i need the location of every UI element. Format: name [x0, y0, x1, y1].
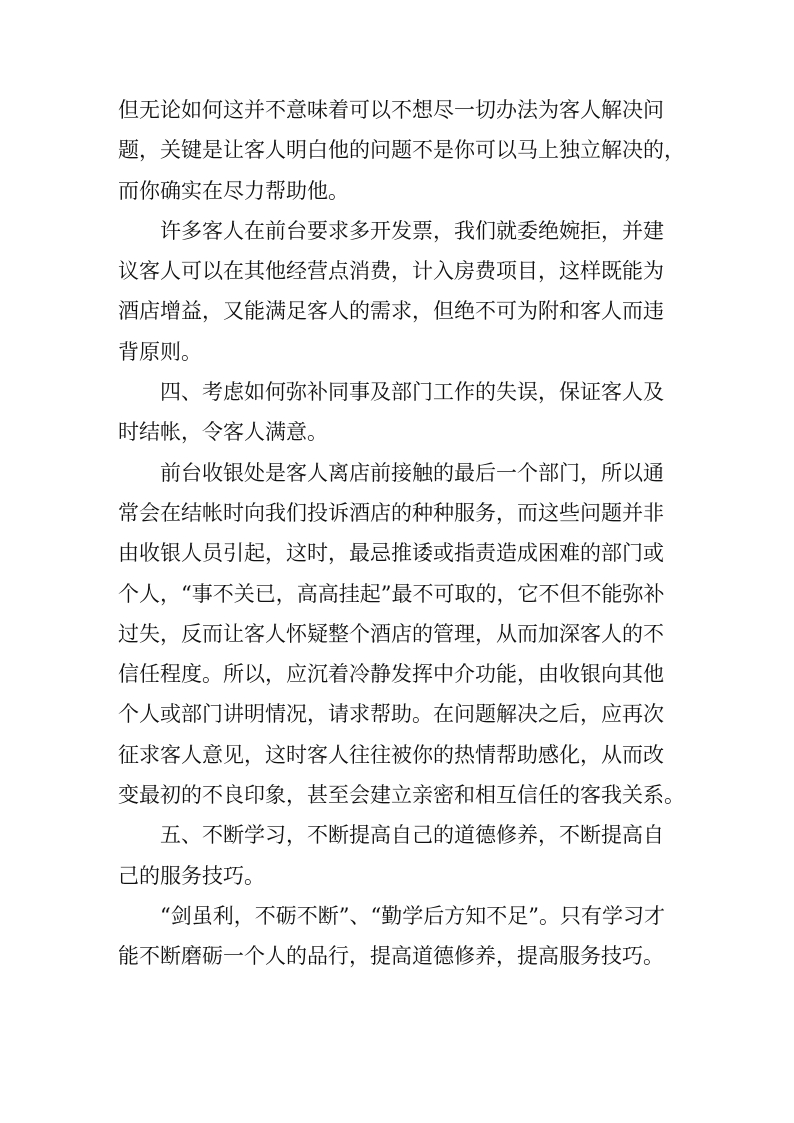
text-line: 过失，反而让客人怀疑整个酒店的管理，从而加深客人的不: [118, 621, 664, 646]
text-line: 个人，“事不关已，高高挂起”最不可取的，它不但不能弥补: [118, 581, 665, 606]
text-line: 个人或部门讲明情况，请求帮助。在问题解决之后，应再次: [118, 702, 664, 727]
text-line: 常会在结帐时向我们投诉酒店的种种服务，而这些问题并非: [118, 500, 664, 525]
section-heading-line: 己的服务技巧。: [118, 863, 265, 888]
text-line: 但无论如何这并不意味着可以不想尽一切办法为客人解决问: [118, 98, 664, 122]
text-line: 背原则。: [118, 339, 202, 364]
document-page: [118, 90, 685, 977]
text-line: 信任程度。所以，应沉着冷静发挥中介功能，由收银向其他: [118, 662, 664, 687]
text-line: 议客人可以在其他经营点消费，计入房费项目，这样既能为: [118, 259, 664, 284]
text-line: 题，关键是让客人明白他的问题不是你可以马上独立解决的，: [118, 138, 685, 163]
text-line: 许多客人在前台要求多开发票，我们就委绝婉拒，并建: [160, 218, 664, 243]
text-line: 而你确实在尽力帮助他。: [118, 178, 349, 203]
section-heading-line: 四、考虑如何弥补同事及部门工作的失误，保证客人及: [160, 380, 664, 405]
section-heading-line: 时结帐，令客人满意。: [118, 420, 328, 445]
text-line: 变最初的不良印象，甚至会建立亲密和相互信任的客我关系。: [118, 783, 685, 808]
text-line: “剑虽利，不砺不断”、“勤学后方知不足”。只有学习才: [160, 903, 665, 928]
text-line: 前台收银处是客人离店前接触的最后一个部门，所以通: [160, 460, 664, 485]
text-line: 征求客人意见，这时客人往往被你的热情帮助感化，从而改: [118, 742, 664, 767]
text-line: 由收银人员引起，这时，最忌推诿或指责造成困难的部门或: [118, 541, 664, 566]
section-heading-line: 五、不断学习，不断提高自己的道德修养，不断提高自: [160, 823, 664, 848]
text-line: 酒店增益，又能满足客人的需求，但绝不可为附和客人而违: [118, 299, 664, 324]
text-line: 能不断磨砺一个人的品行，提高道德修养，提高服务技巧。: [118, 944, 664, 969]
